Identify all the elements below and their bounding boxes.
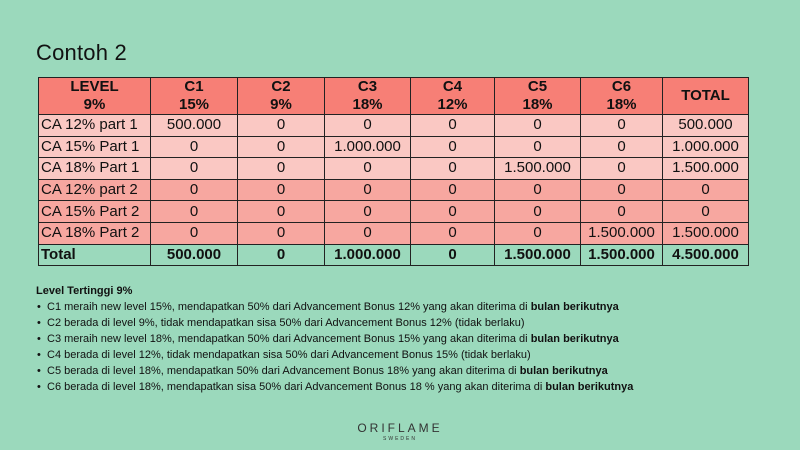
header-cell-total: TOTAL: [663, 78, 749, 115]
table-cell: 0: [151, 179, 238, 201]
total-cell: 1.500.000: [581, 244, 663, 266]
table-cell: 0: [151, 136, 238, 158]
table-cell: 0: [411, 201, 495, 223]
slide-title: Contoh 2: [36, 40, 127, 65]
header-cell: C4 12%: [411, 78, 495, 115]
table-cell: 0: [411, 115, 495, 137]
table-cell: 1.500.000: [581, 222, 663, 244]
notes-list: [36, 299, 633, 395]
table-cell: 0: [495, 115, 581, 137]
row-label: CA 18% Part 2: [39, 222, 151, 244]
note-item: [47, 315, 633, 331]
table-cell: 0: [495, 136, 581, 158]
table-row: [39, 179, 749, 201]
note-emphasis: bulan berikutnya: [545, 381, 634, 393]
row-label: CA 15% Part 2: [39, 201, 151, 223]
table-cell: 1.500.000: [663, 222, 749, 244]
table-cell: 0: [411, 179, 495, 201]
table-cell: 1.500.000: [663, 158, 749, 180]
table-cell: 1.000.000: [325, 136, 411, 158]
table-cell: 0: [238, 179, 325, 201]
note-item: [47, 347, 633, 363]
table-cell: 0: [238, 158, 325, 180]
header-cell: C2 9%: [238, 78, 325, 115]
table-cell: 0: [238, 201, 325, 223]
table-cell: 0: [411, 136, 495, 158]
note-emphasis: bulan berikutnya: [530, 333, 619, 345]
table-cell: 0: [325, 201, 411, 223]
table-cell: 0: [581, 179, 663, 201]
table-cell: 1.500.000: [495, 158, 581, 180]
header-cell: C1 15%: [151, 78, 238, 115]
header-cell: LEVEL 9%: [39, 78, 151, 115]
note-text: C1 meraih new level 15%, mendapatkan 50% dari Advancement Bonus 12% yang akan diterima di: [47, 301, 531, 313]
table-header-row: [39, 78, 749, 115]
brand-logo-sub: SWEDEN: [383, 436, 417, 442]
table-cell: 0: [238, 115, 325, 137]
table-cell: 0: [411, 222, 495, 244]
table-cell: 0: [238, 222, 325, 244]
row-label: CA 12% part 2: [39, 179, 151, 201]
header-cell: C6 18%: [581, 78, 663, 115]
table-cell: 1.000.000: [663, 136, 749, 158]
table-row: [39, 222, 749, 244]
table-cell: 0: [151, 158, 238, 180]
notes-heading: Level Tertinggi 9%: [36, 285, 133, 297]
header-cell: C5 18%: [495, 78, 581, 115]
row-label: CA 12% part 1: [39, 115, 151, 137]
total-cell: 1.000.000: [325, 244, 411, 266]
row-label: CA 18% Part 1: [39, 158, 151, 180]
note-emphasis: bulan berikutnya: [519, 365, 608, 377]
total-cell: 0: [238, 244, 325, 266]
table-cell: 0: [495, 179, 581, 201]
table-cell: 0: [581, 158, 663, 180]
note-text: C6 berada di level 18%, mendapatkan sisa 50% dari Advancement Bonus 18 % yang akan diterima di: [47, 381, 546, 393]
notes-section: [36, 283, 633, 395]
note-text: C2 berada di level 9%, tidak mendapatkan sisa 50% dari Advancement Bonus 12% (tidak berlaku): [47, 317, 525, 329]
table-row: [39, 201, 749, 223]
table-cell: 0: [495, 222, 581, 244]
note-text: C4 berada di level 12%, tidak mendapatkan sisa 50% dari Advancement Bonus 15% (tidak berlaku): [47, 349, 531, 361]
header-cell: C3 18%: [325, 78, 411, 115]
table-cell: 500.000: [663, 115, 749, 137]
table-cell: 0: [581, 115, 663, 137]
note-text: C3 meraih new level 18%, mendapatkan 50% dari Advancement Bonus 15% yang akan diterima di: [47, 333, 531, 345]
total-cell: 500.000: [151, 244, 238, 266]
total-cell: 0: [411, 244, 495, 266]
row-label: CA 15% Part 1: [39, 136, 151, 158]
table-cell: 0: [325, 179, 411, 201]
table-cell: 500.000: [151, 115, 238, 137]
table-cell: 0: [325, 158, 411, 180]
table-cell: 0: [663, 201, 749, 223]
note-text: C5 berada di level 18%, mendapatkan 50% dari Advancement Bonus 18% yang akan diterima di: [47, 365, 520, 377]
table-cell: 0: [581, 201, 663, 223]
note-item: [47, 379, 633, 395]
total-cell: 1.500.000: [495, 244, 581, 266]
table-cell: 0: [495, 201, 581, 223]
bonus-table: [38, 77, 749, 266]
note-item: [47, 299, 633, 315]
table-cell: 0: [581, 136, 663, 158]
table-cell: 0: [411, 158, 495, 180]
table-cell: 0: [325, 115, 411, 137]
table-cell: 0: [151, 222, 238, 244]
table-cell: 0: [325, 222, 411, 244]
table-row: [39, 115, 749, 137]
brand-logo: ORIFLAME: [357, 421, 443, 435]
note-item: [47, 331, 633, 347]
table-cell: 0: [151, 201, 238, 223]
total-cell: 4.500.000: [663, 244, 749, 266]
table-row: [39, 158, 749, 180]
note-item: [47, 363, 633, 379]
table-row: [39, 136, 749, 158]
total-row: [39, 244, 749, 266]
total-label: Total: [39, 244, 151, 266]
note-emphasis: bulan berikutnya: [530, 301, 619, 313]
table-cell: 0: [238, 136, 325, 158]
table-cell: 0: [663, 179, 749, 201]
